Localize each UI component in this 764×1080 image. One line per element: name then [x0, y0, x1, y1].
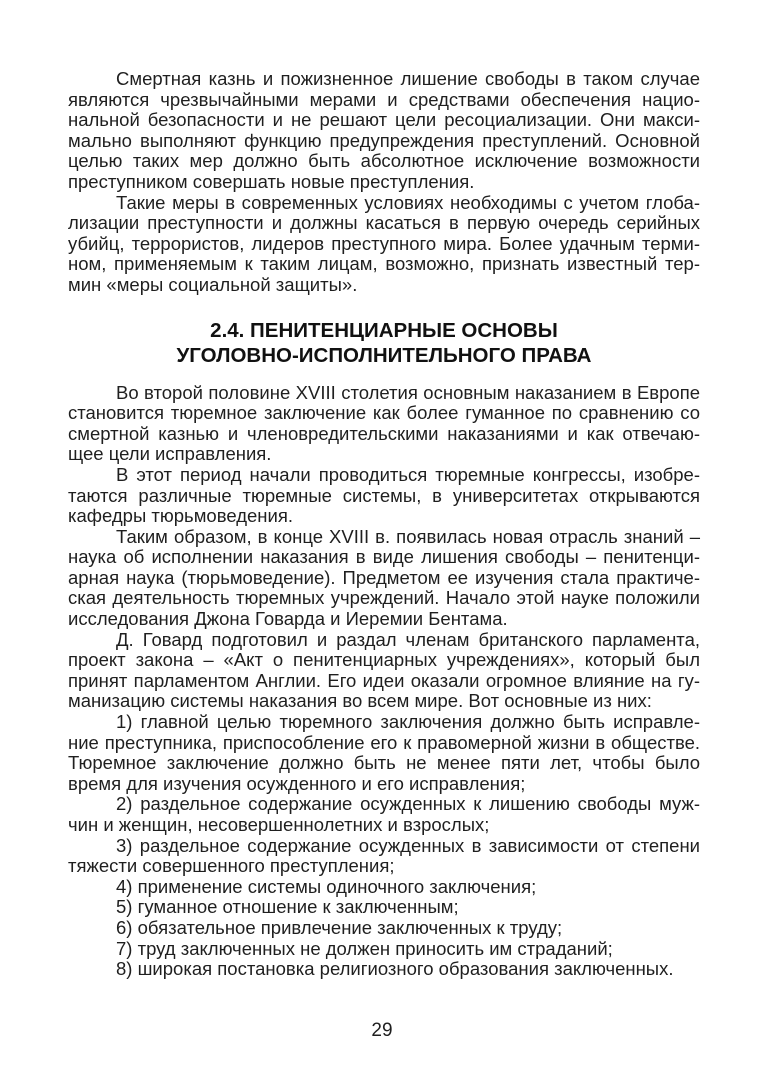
heading-line: 2.4. ПЕНИТЕНЦИАРНЫЕ ОСНОВЫ	[210, 318, 558, 342]
text-line: 8) широкая постановка религиозного образования заключенных.	[116, 958, 674, 980]
text-line: принят парламентом Англии. Его идеи оказали огромное влияние на гу-	[68, 669, 700, 691]
text-line: 7) труд заключенных не должен приносить им страданий;	[116, 937, 613, 959]
list-item	[68, 897, 700, 918]
text-line: 4) применение системы одиночного заключения;	[116, 875, 537, 897]
text-line: Таким образом, в конце XVIII в. появилась новая отрасль знаний –	[116, 525, 700, 547]
text-line: Такие меры в современных условиях необходимы с учетом глоба-	[116, 191, 700, 213]
text-line: кафедры тюрьмоведения.	[68, 505, 293, 527]
text-line: Во второй половине XVIII столетия основным наказанием в Европе	[116, 381, 700, 403]
page-number: 29	[371, 1020, 393, 1041]
text-line: Д. Говард подготовил и раздал членам британского парламента,	[116, 628, 700, 650]
text-line: время для изучения осужденного и его исправления;	[68, 772, 526, 794]
text-line: манизацию системы наказания во всем мире. Вот основные из них:	[68, 690, 652, 712]
list-item	[68, 918, 700, 939]
paragraph	[68, 69, 700, 193]
text-line: убийц, террористов, лидеров преступного мира. Более удачным терми-	[68, 232, 700, 254]
text-line: смертной казнью и членовредительскими наказаниями и как отвечаю-	[68, 422, 700, 444]
text-line: являются чрезвычайными мерами и средствами обеспечения нацио-	[68, 88, 700, 110]
text-line: арная наука (тюрьмоведение). Предметом ее изучения стала практиче-	[68, 566, 700, 588]
paragraph	[68, 193, 700, 296]
text-line: лизации преступности и должны касаться в первую очередь серийных	[68, 212, 700, 234]
text-line: наука об исполнении наказания в виде лишения свободы – пенитенци-	[68, 546, 700, 568]
section-heading	[68, 318, 700, 368]
list-item	[68, 877, 700, 898]
list-item	[68, 712, 700, 794]
text-line: Смертная казнь и пожизненное лишение свободы в таком случае	[116, 68, 700, 89]
body-text-column	[68, 69, 700, 980]
text-line: преступником совершать новые преступления.	[68, 170, 475, 192]
text-line: 5) гуманное отношение к заключенным;	[116, 896, 459, 918]
list-item	[68, 959, 700, 980]
text-line: 3) раздельное содержание осужденных в зависимости от степени	[116, 834, 700, 856]
list-item	[68, 794, 700, 835]
list-item	[68, 836, 700, 877]
text-line: чин и женщин, несовершеннолетних и взрослых;	[68, 814, 490, 835]
text-line: таются различные тюремные системы, в университетах открываются	[68, 484, 700, 506]
text-line: целью таких мер должно быть абсолютное исключение возможности	[68, 150, 700, 172]
text-line: исследования Джона Говарда и Иеремии Бентама.	[68, 608, 508, 630]
text-line: нальной безопасности и не решают цели ресоциализации. Они макси-	[68, 109, 700, 131]
heading-line: УГОЛОВНО-ИСПОЛНИТЕЛЬНОГО ПРАВА	[176, 343, 592, 367]
text-line: 2) раздельное содержание осужденных к лишению свободы муж-	[116, 793, 700, 815]
text-line: В этот период начали проводиться тюремные конгрессы, изобре-	[116, 463, 700, 485]
text-line: щее цели исправления.	[68, 443, 272, 465]
text-line: 6) обязательное привлечение заключенных к труду;	[116, 916, 563, 938]
page-footer	[0, 1020, 764, 1042]
text-line: тяжести совершенного преступления;	[68, 855, 395, 877]
text-line: Тюремное заключение должно быть не менее пяти лет, чтобы было	[68, 752, 700, 774]
text-line: мально выполняют функцию предупреждения преступлений. Основной	[68, 129, 700, 151]
text-line: становится тюремное заключение как более гуманное по сравнению со	[68, 402, 700, 424]
text-line: ская деятельность тюремных учреждений. Начало этой науке положили	[68, 587, 700, 609]
text-line: ние преступника, приспособление его к правомерной жизни в обществе.	[68, 731, 700, 753]
paragraph	[68, 527, 700, 630]
paragraph	[68, 630, 700, 712]
paragraph	[68, 383, 700, 465]
text-line: ном, применяемым к таким лицам, возможно, признать известный тер-	[68, 253, 700, 275]
text-line: 1) главной целью тюремного заключения должно быть исправле-	[116, 711, 700, 733]
paragraph	[68, 465, 700, 527]
text-line: проект закона – «Акт о пенитенциарных учреждениях», который был	[68, 649, 700, 671]
text-line: мин «меры социальной защиты».	[68, 273, 358, 295]
list-item	[68, 939, 700, 960]
